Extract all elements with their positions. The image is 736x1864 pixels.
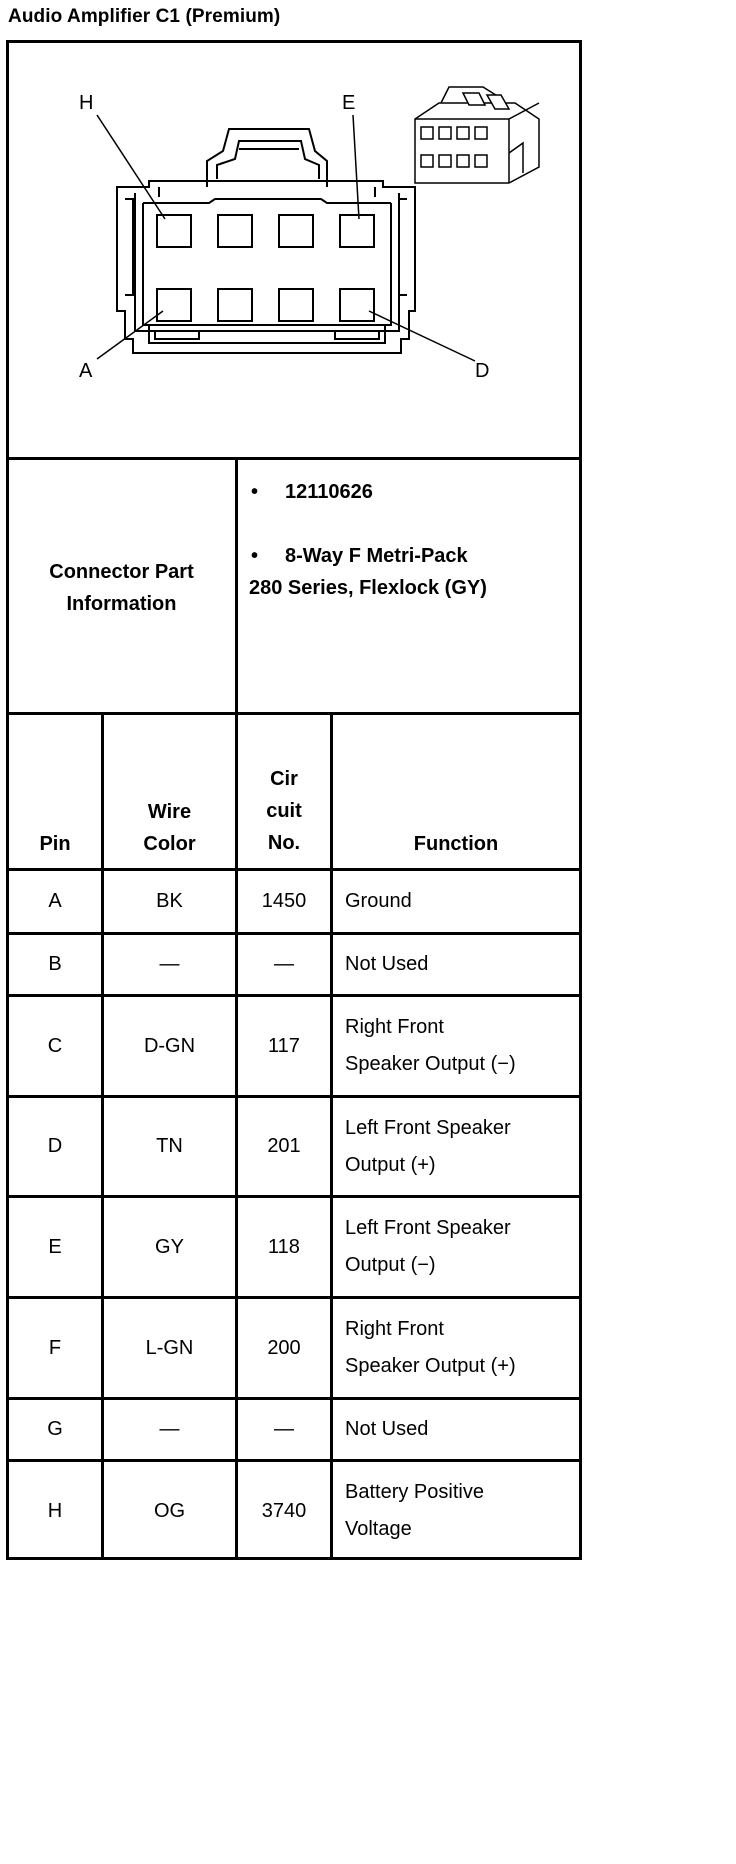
header-function: Function bbox=[413, 833, 499, 855]
function-line1: Left Front Speaker bbox=[345, 1116, 511, 1139]
pin-cell: H bbox=[47, 1499, 63, 1522]
header-circuit-line1: Cir bbox=[270, 768, 298, 790]
function-text bbox=[345, 883, 412, 920]
leader-line-h bbox=[97, 115, 165, 219]
function-line1: Battery Positive bbox=[345, 1481, 484, 1503]
function-text bbox=[345, 1009, 516, 1083]
wire-color-cell: — bbox=[159, 953, 180, 975]
cavity-e bbox=[340, 215, 374, 247]
function-text bbox=[345, 1474, 484, 1548]
wire-color-cell: D-GN bbox=[143, 1034, 196, 1057]
function-cell bbox=[333, 871, 579, 932]
wire-color-cell: TN bbox=[156, 1135, 183, 1157]
header-circuit-number bbox=[238, 763, 330, 859]
function-line2: Voltage bbox=[345, 1518, 412, 1540]
connector-description-line2: 280 Series, Flexlock (GY) bbox=[249, 577, 487, 599]
function-line1: Right Front bbox=[345, 1016, 444, 1038]
connector-face-diagram bbox=[9, 43, 579, 459]
cavity-f bbox=[279, 215, 313, 247]
connector-info-label bbox=[9, 462, 234, 714]
function-line1: Not Used bbox=[345, 953, 429, 975]
function-line1: Ground bbox=[345, 890, 412, 912]
function-line2: Speaker Output (+) bbox=[345, 1355, 516, 1377]
pin-label-d: D bbox=[475, 360, 490, 382]
function-cell bbox=[333, 997, 579, 1095]
function-line1: Not Used bbox=[345, 1418, 429, 1440]
cavity-a bbox=[157, 289, 191, 321]
pin-cell: E bbox=[48, 1235, 62, 1258]
function-text bbox=[345, 946, 428, 983]
circuit-number-cell: 118 bbox=[268, 1235, 300, 1258]
connector-info-value bbox=[249, 476, 569, 604]
connector-info-label-line2: Information bbox=[66, 593, 177, 615]
part-number: 12110626 bbox=[285, 481, 373, 503]
wire-color-cell: GY bbox=[155, 1235, 184, 1258]
header-wire-line1: Wire bbox=[147, 801, 192, 823]
connector-description-line1: 8-Way F Metri-Pack bbox=[285, 545, 468, 567]
circuit-number-cell: — bbox=[274, 953, 294, 975]
circuit-number-cell: 200 bbox=[267, 1336, 301, 1359]
cavity-b bbox=[218, 289, 252, 321]
pin-cell: B bbox=[48, 953, 62, 975]
function-line2: Output (+) bbox=[345, 1153, 436, 1176]
function-cell bbox=[333, 1098, 579, 1195]
pin-cell: G bbox=[47, 1418, 63, 1440]
wire-color-cell: — bbox=[159, 1418, 180, 1440]
bullet: • bbox=[251, 481, 259, 503]
pin-cell: F bbox=[48, 1336, 62, 1359]
pin-label-e: E bbox=[342, 92, 356, 114]
leader-line-a bbox=[97, 311, 163, 359]
wire-color-cell: BK bbox=[156, 890, 183, 912]
bullet: • bbox=[251, 545, 259, 567]
cavity-d bbox=[340, 289, 374, 321]
header-wire-line2: Color bbox=[143, 833, 196, 855]
function-text bbox=[345, 1311, 516, 1385]
function-line1: Right Front bbox=[345, 1318, 444, 1340]
circuit-number-cell: 201 bbox=[267, 1135, 301, 1157]
pin-label-h: H bbox=[79, 92, 94, 114]
pin-cell: D bbox=[47, 1135, 63, 1157]
wire-color-cell: L-GN bbox=[145, 1336, 194, 1359]
page-title: Audio Amplifier C1 (Premium) bbox=[8, 6, 281, 27]
function-line2: Speaker Output (−) bbox=[345, 1053, 516, 1075]
function-text bbox=[345, 1210, 511, 1284]
function-cell bbox=[333, 1462, 579, 1560]
cavity-g bbox=[218, 215, 252, 247]
header-circuit-line3: No. bbox=[267, 832, 301, 854]
connector-iso-view bbox=[415, 87, 539, 183]
divider bbox=[9, 457, 579, 460]
function-text bbox=[345, 1411, 428, 1448]
function-cell bbox=[333, 935, 579, 994]
circuit-number-cell: — bbox=[274, 1418, 294, 1440]
circuit-number-cell: 1450 bbox=[261, 890, 307, 912]
function-text bbox=[345, 1110, 511, 1184]
cavity-c bbox=[279, 289, 313, 321]
pin-cell: C bbox=[47, 1034, 63, 1057]
function-line2: Output (−) bbox=[345, 1254, 436, 1276]
function-cell bbox=[333, 1299, 579, 1397]
function-cell bbox=[333, 1400, 579, 1459]
wire-color-cell: OG bbox=[153, 1499, 186, 1522]
latch-outline bbox=[207, 129, 327, 187]
pin-label-a: A bbox=[79, 360, 93, 382]
pin-cell: A bbox=[48, 890, 62, 912]
connector-sheet bbox=[6, 40, 582, 1560]
circuit-number-cell: 117 bbox=[268, 1034, 300, 1057]
function-cell bbox=[333, 1198, 579, 1296]
circuit-number-cell: 3740 bbox=[261, 1499, 307, 1522]
connector-housing-outline bbox=[117, 181, 415, 353]
header-wire-color bbox=[104, 796, 235, 860]
function-line1: Left Front Speaker bbox=[345, 1217, 511, 1239]
header-pin: Pin bbox=[39, 833, 71, 855]
connector-info-label-line1: Connector Part bbox=[49, 561, 194, 583]
cavity-h bbox=[157, 215, 191, 247]
header-circuit-line2: cuit bbox=[266, 800, 302, 822]
